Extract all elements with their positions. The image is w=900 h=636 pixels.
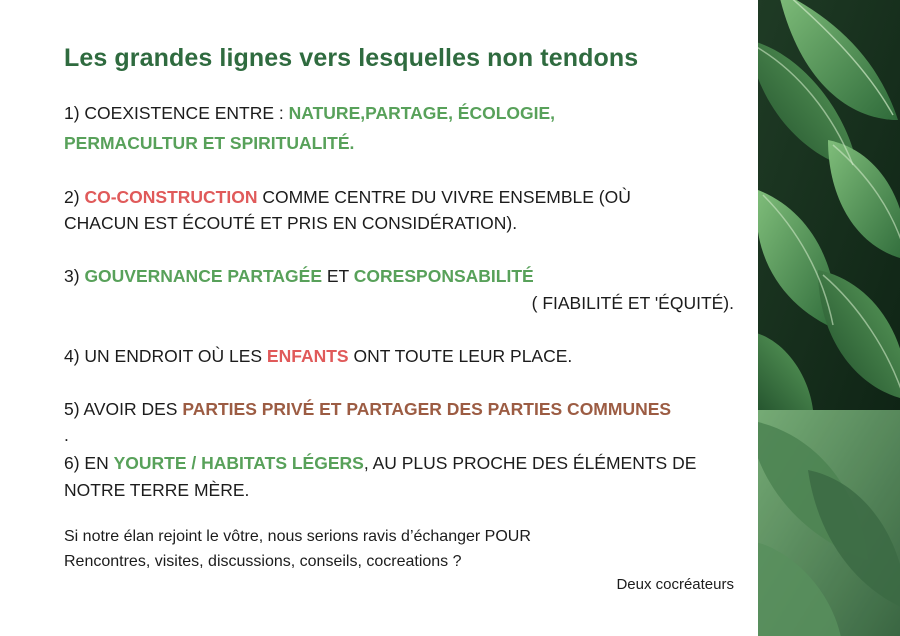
item-1-prefix: 1) COEXISTENCE ENTRE : <box>64 103 289 123</box>
item-4-highlight: ENFANTS <box>266 346 349 366</box>
item-6-line-2: NOTRE TERRE MÈRE. <box>64 480 250 500</box>
leaves-photo <box>758 0 900 636</box>
item-4-prefix: 4) UN ENDROIT OÙ LES <box>64 346 267 366</box>
item-1-line-2 <box>64 132 354 154</box>
closing-line-1: Si notre élan rejoint le vôtre, nous serions ravis d’échanger POUR <box>64 528 531 545</box>
item-6-highlight: YOURTE / HABITATS LÉGERS <box>113 453 364 473</box>
item-2-line-2: CHACUN EST ÉCOUTÉ ET PRIS EN CONSIDÉRATION). <box>64 213 518 233</box>
item-2-highlight: CO-CONSTRUCTION <box>84 187 258 207</box>
item-1-highlight: NATURE,PARTAGE, ÉCOLOGIE, <box>288 103 556 123</box>
item-5-prefix: 5) AVOIR DES <box>64 399 183 419</box>
item-2-suffix: COMME CENTRE DU VIVRE ENSEMBLE (OÙ <box>257 187 631 207</box>
item-3-line-2: ( FIABILITÉ ET 'ÉQUITÉ). <box>531 293 734 313</box>
item-3-prefix: 3) <box>64 266 85 286</box>
item-1-highlight-2: PERMACULTUR ET SPIRITUALITÉ <box>64 133 350 153</box>
page-title: Les grandes lignes vers lesquelles non tendons <box>64 44 639 72</box>
item-3-middle: ET <box>322 266 354 286</box>
item-2-line-1 <box>64 186 631 208</box>
item-5-line-1 <box>64 398 671 420</box>
closing-line-2: Rencontres, visites, discussions, conseils, cocreations ? <box>64 553 462 570</box>
item-6-suffix: , AU PLUS PROCHE DES ÉLÉMENTS DE <box>363 453 697 473</box>
item-3-line-1 <box>64 265 534 287</box>
item-2-prefix: 2) <box>64 187 85 207</box>
item-4-line-1 <box>64 345 572 367</box>
item-3-highlight-2: CORESPONSABILITÉ <box>353 266 534 286</box>
item-4-suffix: ONT TOUTE LEUR PLACE. <box>348 346 573 366</box>
content-column <box>64 0 754 636</box>
item-3-highlight-1: GOUVERNANCE PARTAGÉE <box>84 266 323 286</box>
item-1-line-1 <box>64 102 555 124</box>
item-6-line-1 <box>64 452 696 474</box>
item-5-line-2: . <box>64 425 69 445</box>
item-5-highlight: PARTIES PRIVÉ ET PARTAGER DES PARTIES COMMUNES <box>182 399 672 419</box>
item-1-suffix: . <box>349 133 355 153</box>
item-6-prefix: 6) EN <box>64 453 114 473</box>
signature: Deux cocréateurs <box>616 576 734 593</box>
